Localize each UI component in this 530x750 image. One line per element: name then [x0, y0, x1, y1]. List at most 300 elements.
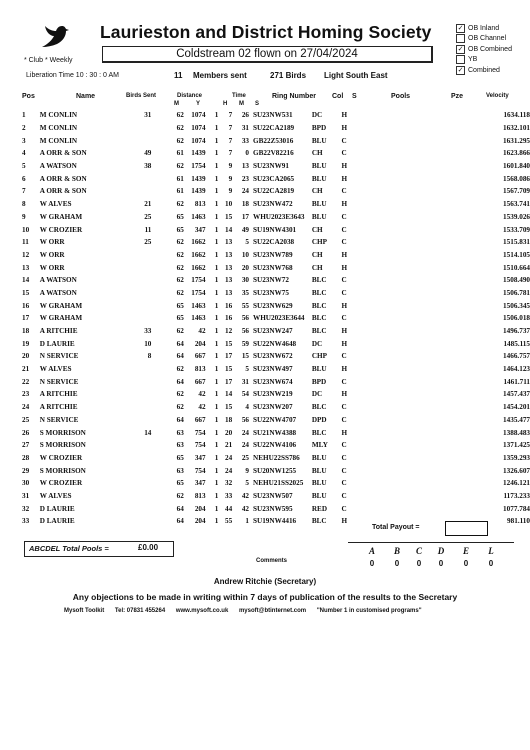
distance-yards-cell: 1439	[191, 174, 206, 183]
table-row	[22, 147, 530, 160]
col-sub-hours: H	[223, 101, 228, 107]
time-seconds-cell: 9	[245, 466, 249, 475]
velocity-cell: 1623.866	[503, 149, 530, 158]
distance-miles-cell: 62	[176, 263, 184, 272]
distance-miles-cell: 65	[176, 314, 184, 323]
pos-cell: 28	[22, 453, 30, 462]
birds-sent-cell	[124, 363, 152, 376]
name-cell: M CONLIN	[39, 136, 78, 145]
name-cell: W CROZIER	[39, 225, 83, 234]
footer-tagline: "Number 1 in customised programs"	[316, 608, 422, 614]
birds-sent-cell	[124, 249, 152, 262]
option-combined[interactable]	[456, 65, 512, 76]
velocity-cell: 1077.784	[503, 504, 530, 513]
birds-sent-cell	[124, 515, 152, 528]
option-label: OB Combined	[468, 45, 512, 53]
distance-miles-cell: 62	[176, 238, 184, 247]
time-seconds-cell: 59	[241, 339, 249, 348]
time-hours-cell: 1	[214, 327, 219, 336]
secretary-name: Andrew Ritchie (Secretary)	[213, 577, 317, 586]
table-row	[22, 211, 530, 224]
checkbox-ob-channel[interactable]	[456, 34, 465, 43]
pools-cell	[351, 388, 447, 401]
birds-sent-cell	[124, 375, 152, 388]
time-hours-cell: 1	[214, 504, 219, 513]
pos-cell: 22	[22, 377, 30, 386]
time-hours-cell: 1	[214, 162, 219, 171]
birds-sent-cell	[124, 185, 152, 198]
time-minutes-cell: 14	[225, 225, 233, 234]
time-hours-cell: 1	[214, 415, 219, 424]
name-cell: A RITCHIE	[39, 390, 78, 399]
colour-cell: MLY	[311, 441, 328, 450]
table-row	[22, 236, 530, 249]
ring-number-cell: SU19NW4301	[253, 225, 297, 234]
time-hours-cell: 1	[214, 377, 219, 386]
name-cell: W CROZIER	[39, 453, 83, 462]
ring-number-cell: SU21NW4388	[253, 428, 297, 437]
pos-cell: 30	[22, 479, 30, 488]
pools-cell	[351, 363, 447, 376]
table-row	[22, 363, 530, 376]
velocity-cell: 1457.437	[503, 390, 530, 399]
footer-web[interactable]: www.mysoft.co.uk	[175, 608, 229, 614]
name-cell: S MORRISON	[39, 441, 86, 450]
pools-cell	[351, 312, 447, 325]
time-seconds-cell: 15	[241, 352, 249, 361]
sex-cell: C	[341, 403, 347, 412]
time-minutes-cell: 13	[225, 288, 233, 297]
pools-cell	[351, 375, 447, 388]
birds-sent-cell	[124, 122, 152, 135]
sex-cell: C	[341, 466, 347, 475]
time-minutes-cell: 55	[225, 517, 233, 526]
pools-cell	[351, 249, 447, 262]
birds-total: 271 Birds	[270, 71, 307, 80]
pool-value-e: 0	[463, 559, 469, 568]
sex-cell: C	[341, 288, 347, 297]
birds-sent-cell	[124, 312, 152, 325]
time-hours-cell: 1	[214, 491, 219, 500]
time-minutes-cell: 13	[225, 263, 233, 272]
col-header-distance: Distance	[177, 93, 203, 99]
name-cell: W ORR	[39, 250, 65, 259]
ring-number-cell: SU23NW789	[253, 250, 293, 259]
name-cell: S MORRISON	[39, 428, 86, 437]
distance-miles-cell: 62	[176, 491, 184, 500]
sex-cell: C	[341, 453, 347, 462]
birds-sent-cell: 14	[144, 428, 152, 437]
name-cell: W GRAHAM	[39, 212, 83, 221]
ring-number-cell: WHU2023E3644	[253, 314, 305, 323]
velocity-cell: 1514.105	[503, 250, 530, 259]
name-cell: W CROZIER	[39, 479, 83, 488]
pool-letter-b: B	[393, 546, 400, 556]
distance-miles-cell: 62	[176, 276, 184, 285]
prize-cell	[447, 261, 482, 274]
birds-sent-cell	[124, 464, 152, 477]
time-hours-cell: 1	[214, 339, 219, 348]
sex-cell: C	[341, 212, 347, 221]
table-row	[22, 109, 530, 122]
col-header-name: Name	[76, 93, 96, 100]
pos-cell: 3	[22, 136, 26, 145]
ring-number-cell: NEHU22SS786	[253, 453, 300, 462]
time-seconds-cell: 5	[245, 479, 249, 488]
time-minutes-cell: 24	[225, 453, 233, 462]
prize-cell	[447, 249, 482, 262]
pos-cell: 5	[22, 162, 26, 171]
time-hours-cell: 1	[214, 250, 219, 259]
distance-yards-cell: 667	[194, 415, 206, 424]
time-minutes-cell: 32	[225, 479, 233, 488]
colour-cell: BLC	[311, 517, 327, 526]
pos-cell: 15	[22, 288, 30, 297]
time-minutes-cell: 15	[225, 339, 233, 348]
colour-cell: BLU	[311, 365, 327, 374]
ring-number-cell: SU22CA2038	[253, 238, 295, 247]
members-label: Members sent	[193, 71, 247, 80]
distance-yards-cell: 754	[194, 441, 206, 450]
pos-cell: 9	[22, 212, 26, 221]
pos-cell: 8	[22, 200, 26, 209]
time-minutes-cell: 24	[225, 466, 233, 475]
colour-cell: BLU	[311, 453, 327, 462]
distance-yards-cell: 754	[194, 466, 206, 475]
colour-cell: DC	[311, 111, 323, 120]
pos-cell: 18	[22, 327, 30, 336]
ring-number-cell: SU23NW507	[253, 491, 293, 500]
colour-cell: BLC	[311, 428, 327, 437]
distance-miles-cell: 64	[176, 415, 184, 424]
sex-cell: H	[341, 428, 348, 437]
name-cell: A WATSON	[39, 288, 77, 297]
time-hours-cell: 1	[214, 479, 219, 488]
pos-cell: 7	[22, 187, 26, 196]
race-title: Coldstream 02 flown on 27/04/2024	[102, 46, 433, 63]
objections-notice: Any objections to be made in writing within 7 days of publication of the results to the Secretary	[72, 592, 458, 602]
table-row	[22, 452, 530, 465]
distance-yards-cell: 347	[194, 453, 206, 462]
sex-cell: H	[341, 200, 348, 209]
colour-cell: BLU	[311, 491, 327, 500]
distance-miles-cell: 61	[176, 187, 184, 196]
table-row	[22, 502, 530, 515]
time-minutes-cell: 44	[225, 504, 233, 513]
pools-cell	[351, 236, 447, 249]
distance-yards-cell: 1463	[191, 301, 206, 310]
birds-sent-cell: 25	[144, 238, 152, 247]
time-minutes-cell: 14	[225, 390, 233, 399]
colour-cell: CH	[311, 263, 323, 272]
birds-sent-cell	[124, 274, 152, 287]
distance-yards-cell: 204	[194, 339, 206, 348]
velocity-cell: 1454.201	[503, 403, 530, 412]
table-row	[22, 490, 530, 503]
velocity-cell: 1563.741	[503, 200, 530, 209]
distance-miles-cell: 62	[176, 403, 184, 412]
distance-yards-cell: 1754	[191, 288, 206, 297]
distance-yards-cell: 1439	[191, 149, 206, 158]
pool-value-d: 0	[438, 559, 444, 568]
pos-cell: 23	[22, 390, 30, 399]
pos-cell: 14	[22, 276, 30, 285]
name-cell: N SERVICE	[39, 377, 79, 386]
footer	[64, 608, 431, 614]
colour-cell: BPD	[311, 377, 327, 386]
prize-cell	[447, 414, 482, 427]
velocity-cell: 1506.345	[503, 301, 530, 310]
distance-miles-cell: 62	[176, 124, 184, 133]
colour-cell: BLU	[311, 136, 327, 145]
birds-sent-cell: 25	[144, 212, 152, 221]
time-hours-cell: 1	[214, 174, 219, 183]
time-hours-cell: 1	[214, 263, 219, 272]
sex-cell: H	[341, 339, 348, 348]
pools-cell	[351, 464, 447, 477]
time-seconds-cell: 10	[241, 250, 249, 259]
pos-cell: 10	[22, 225, 30, 234]
velocity-cell: 1173.233	[503, 491, 530, 500]
colour-cell: DC	[311, 390, 323, 399]
birds-sent-cell	[124, 134, 152, 147]
distance-yards-cell: 1439	[191, 187, 206, 196]
sex-cell: H	[341, 365, 348, 374]
ring-number-cell: SU22NW4106	[253, 441, 297, 450]
race-category-options	[456, 23, 512, 76]
prize-cell	[447, 147, 482, 160]
prize-cell	[447, 464, 482, 477]
col-sub-seconds: S	[255, 101, 260, 107]
table-row	[22, 122, 530, 135]
distance-miles-cell: 62	[176, 200, 184, 209]
option-label: OB Channel	[468, 35, 507, 43]
ring-number-cell: NEHU21SS2025	[253, 479, 304, 488]
checkbox-ob-inland[interactable]: ✓	[457, 24, 464, 32]
distance-yards-cell: 1754	[191, 162, 206, 171]
time-minutes-cell: 17	[225, 352, 233, 361]
pos-cell: 32	[22, 504, 30, 513]
distance-miles-cell: 64	[176, 377, 184, 386]
checkbox-combined[interactable]: ✓	[457, 66, 464, 74]
option-yb[interactable]	[456, 55, 512, 66]
total-payout-value	[445, 521, 488, 536]
table-row	[22, 464, 530, 477]
prize-cell	[447, 211, 482, 224]
velocity-cell: 1496.737	[503, 327, 530, 336]
prize-cell	[447, 375, 482, 388]
colour-cell: BLC	[311, 301, 327, 310]
name-cell: D LAURIE	[39, 504, 75, 513]
prize-cell	[447, 109, 482, 122]
distance-miles-cell: 62	[176, 250, 184, 259]
velocity-cell: 1567.709	[503, 187, 530, 196]
option-ob-channel[interactable]	[456, 34, 512, 45]
distance-yards-cell: 1754	[191, 276, 206, 285]
pos-cell: 27	[22, 441, 30, 450]
results-table	[22, 109, 530, 528]
birds-sent-cell	[124, 502, 152, 515]
pools-cell	[351, 439, 447, 452]
time-seconds-cell: 56	[241, 314, 249, 323]
birds-sent-cell: 10	[144, 339, 152, 348]
table-row	[22, 134, 530, 147]
prize-cell	[447, 477, 482, 490]
pools-cell	[351, 274, 447, 287]
pool-value-b: 0	[394, 559, 400, 568]
table-row	[22, 414, 530, 427]
distance-yards-cell: 1074	[191, 111, 206, 120]
pools-cell	[351, 490, 447, 503]
time-hours-cell: 1	[214, 466, 219, 475]
birds-sent-cell: 31	[144, 111, 152, 120]
velocity-cell: 1464.123	[503, 365, 530, 374]
sex-cell: C	[341, 238, 347, 247]
time-hours-cell: 1	[214, 428, 219, 437]
sex-cell: H	[341, 390, 348, 399]
birds-sent-cell	[124, 477, 152, 490]
time-hours-cell: 1	[214, 212, 219, 221]
sex-cell: C	[341, 187, 347, 196]
pos-cell: 16	[22, 301, 30, 310]
distance-miles-cell: 64	[176, 517, 184, 526]
name-cell: W ORR	[39, 238, 65, 247]
time-seconds-cell: 13	[241, 162, 249, 171]
name-cell: A WATSON	[39, 162, 77, 171]
ring-number-cell: SU22NW4648	[253, 339, 297, 348]
pool-letters-divider	[348, 542, 514, 543]
time-hours-cell: 1	[214, 453, 219, 462]
velocity-cell: 1506.781	[503, 288, 530, 297]
ring-number-cell: GB22V82216	[253, 149, 294, 158]
distance-miles-cell: 62	[176, 111, 184, 120]
name-cell: D LAURIE	[39, 517, 75, 526]
ring-number-cell: WHU2023E3643	[253, 212, 305, 221]
colour-cell: BPD	[311, 124, 327, 133]
distance-yards-cell: 42	[198, 327, 206, 336]
time-seconds-cell: 4	[245, 403, 249, 412]
time-hours-cell: 1	[214, 124, 219, 133]
sex-cell: C	[341, 225, 347, 234]
distance-yards-cell: 813	[194, 200, 206, 209]
sex-cell: C	[341, 441, 347, 450]
sex-cell: C	[341, 479, 347, 488]
birds-sent-cell	[124, 261, 152, 274]
col-header-prize: Pze	[451, 93, 464, 100]
distance-yards-cell: 667	[194, 377, 206, 386]
name-cell: W ORR	[39, 263, 65, 272]
checkbox-ob-combined[interactable]: ✓	[457, 45, 464, 53]
pools-cell	[351, 261, 447, 274]
ring-number-cell: SU23NW75	[253, 288, 289, 297]
pools-cell	[351, 223, 447, 236]
pos-cell: 25	[22, 415, 30, 424]
pools-cell	[351, 426, 447, 439]
distance-miles-cell: 62	[176, 390, 184, 399]
prize-cell	[447, 452, 482, 465]
total-pools-value: £0.00	[138, 543, 159, 552]
time-minutes-cell: 20	[225, 428, 233, 437]
time-hours-cell: 1	[214, 136, 219, 145]
pools-cell	[351, 299, 447, 312]
option-ob-combined[interactable]	[456, 44, 512, 55]
prize-cell	[447, 312, 482, 325]
pos-cell: 4	[22, 149, 26, 158]
colour-cell: CHP	[311, 238, 327, 247]
total-pools-label: ABCDEL Total Pools =	[29, 544, 109, 553]
time-seconds-cell: 24	[241, 441, 249, 450]
distance-yards-cell: 1463	[191, 212, 206, 221]
colour-cell: CH	[311, 187, 323, 196]
time-minutes-cell: 13	[225, 238, 233, 247]
prize-cell	[447, 160, 482, 173]
ring-number-cell: SU23NW247	[253, 327, 293, 336]
prize-cell	[447, 490, 482, 503]
comments-label: Comments	[256, 558, 288, 564]
footer-software: Mysoft Toolkit	[64, 608, 105, 614]
pools-cell	[351, 198, 447, 211]
distance-miles-cell: 61	[176, 149, 184, 158]
pools-cell	[351, 185, 447, 198]
time-hours-cell: 1	[214, 517, 219, 526]
colour-cell: BLC	[311, 288, 327, 297]
prize-cell	[447, 287, 482, 300]
pools-cell	[351, 401, 447, 414]
ring-number-cell: SU22CA2819	[253, 187, 295, 196]
pools-cell	[351, 350, 447, 363]
velocity-cell: 1359.293	[503, 453, 530, 462]
time-seconds-cell: 5	[245, 238, 249, 247]
sex-cell: H	[341, 124, 348, 133]
time-minutes-cell: 9	[228, 162, 233, 171]
members-count: 11	[174, 71, 183, 80]
birds-sent-cell: 21	[144, 200, 152, 209]
time-seconds-cell: 35	[241, 288, 249, 297]
velocity-cell: 1508.490	[503, 276, 530, 285]
time-seconds-cell: 49	[241, 225, 249, 234]
birds-sent-cell: 38	[144, 162, 152, 171]
sex-cell: C	[341, 377, 347, 386]
distance-miles-cell: 64	[176, 339, 184, 348]
time-minutes-cell: 21	[225, 441, 233, 450]
time-hours-cell: 1	[214, 301, 219, 310]
ring-number-cell: SU23NW91	[253, 162, 289, 171]
velocity-cell: 1631.295	[503, 136, 530, 145]
time-minutes-cell: 15	[225, 212, 233, 221]
time-minutes-cell: 17	[225, 377, 233, 386]
sex-cell: H	[341, 174, 348, 183]
table-row	[22, 439, 530, 452]
birds-sent-cell	[124, 452, 152, 465]
footer-email[interactable]: mysoft@btinternet.com	[238, 608, 307, 614]
prize-cell	[447, 134, 482, 147]
checkbox-yb[interactable]	[456, 55, 465, 64]
time-minutes-cell: 7	[228, 136, 233, 145]
distance-miles-cell: 65	[176, 212, 184, 221]
time-minutes-cell: 16	[225, 314, 233, 323]
name-cell: A ORR & SON	[39, 149, 87, 158]
colour-cell: BLC	[311, 276, 327, 285]
name-cell: W ALVES	[39, 200, 72, 209]
time-hours-cell: 1	[214, 276, 219, 285]
ring-number-cell: SU23NW472	[253, 200, 293, 209]
time-hours-cell: 1	[214, 441, 219, 450]
option-ob-inland[interactable]	[456, 23, 512, 34]
sex-cell: C	[341, 415, 347, 424]
time-seconds-cell: 42	[241, 504, 249, 513]
name-cell: A RITCHIE	[39, 403, 78, 412]
distance-yards-cell: 42	[198, 403, 206, 412]
